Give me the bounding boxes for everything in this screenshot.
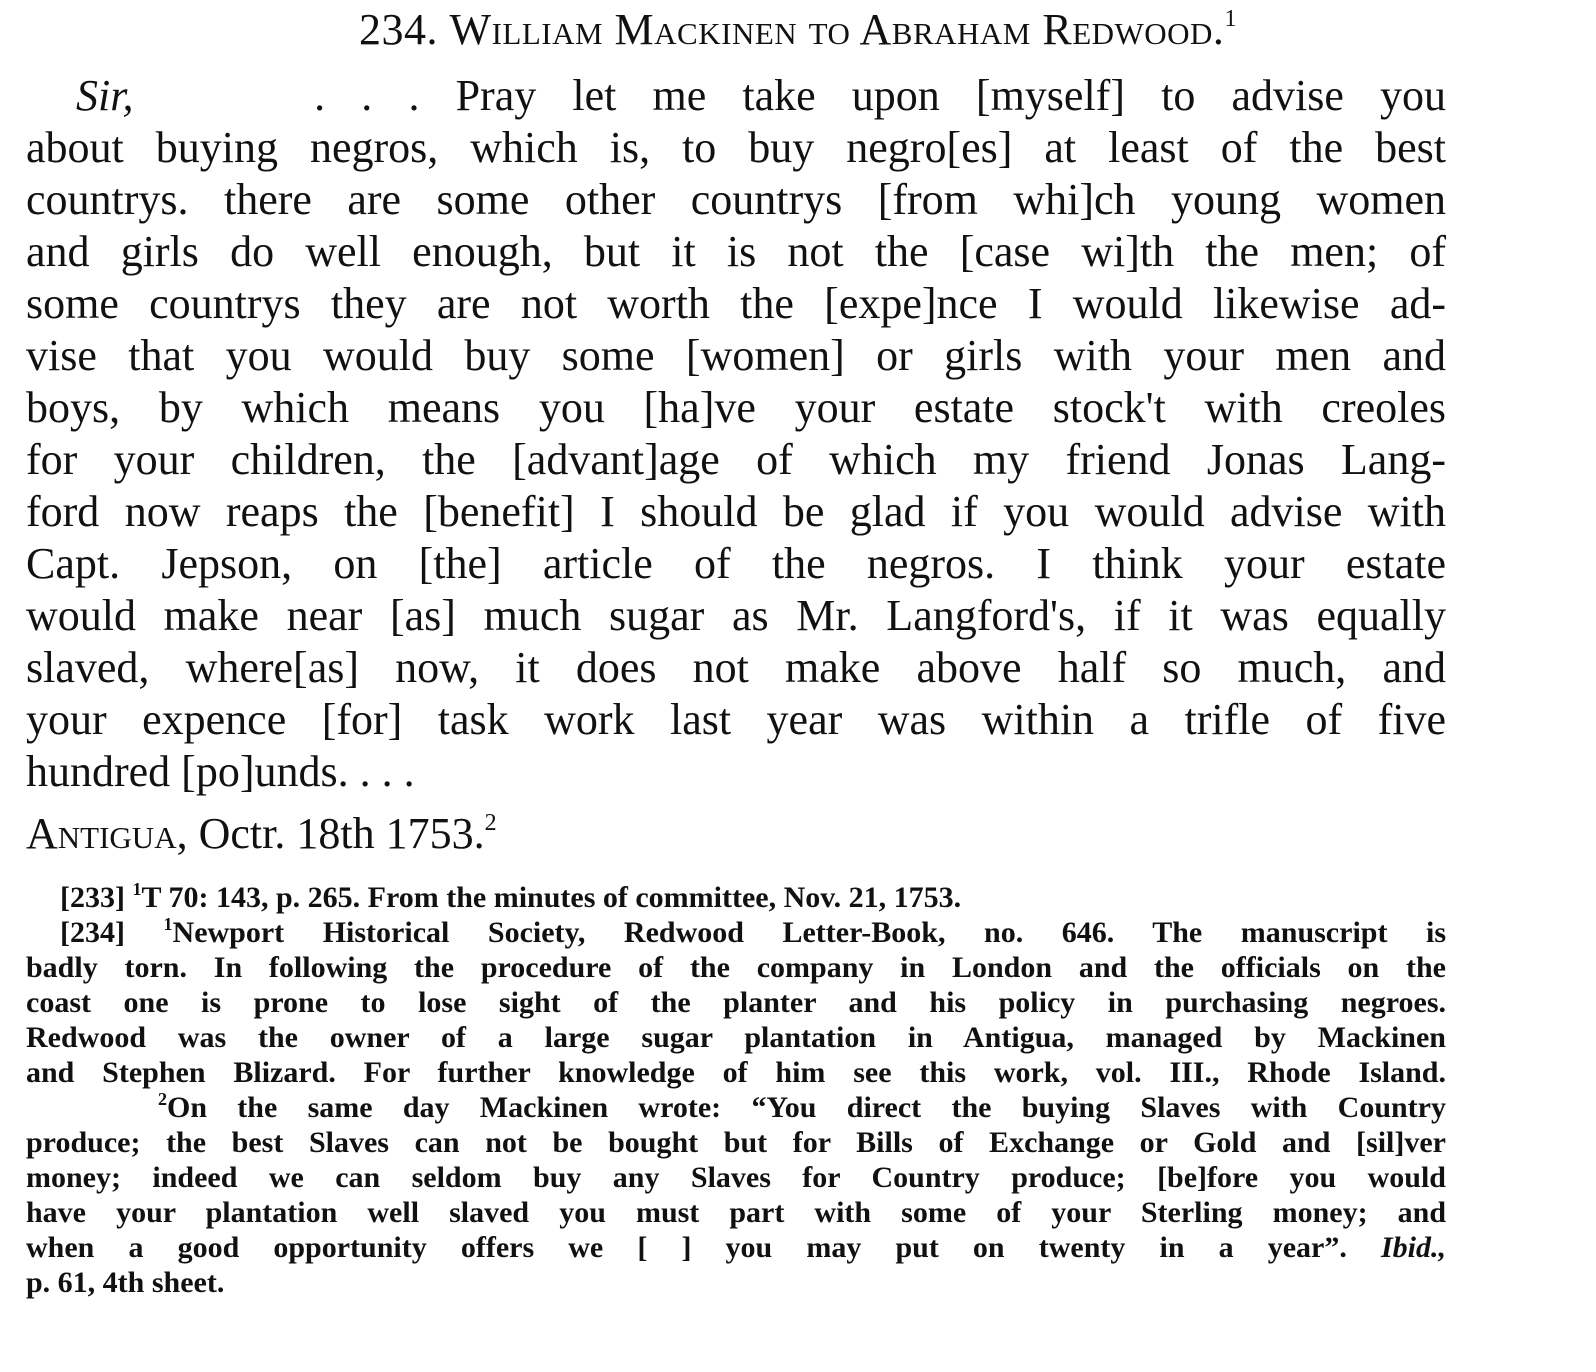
footnote-line: p. 61, 4th sheet. (26, 1266, 225, 1299)
footnote-233 (26, 880, 1446, 915)
letter-line: boys, by which means you [ha]ve your estate stock't with creoles (26, 383, 1446, 432)
letter-line: slaved, where[as] now, it does not make above half so much, and (26, 643, 1446, 692)
letter-line: would make near [as] much sugar as Mr. Langford's, if it was equally (26, 591, 1446, 640)
footnote-line: money; indeed we can seldom buy any Slaves for Country produce; [be]fore you would (26, 1161, 1446, 1194)
footnote-text: T 70: 143, p. 265. From the minutes of committee, Nov. 21, 1753. (141, 881, 962, 914)
letter-line: about buying negros, which is, to buy negro[es] at least of the best (26, 123, 1446, 172)
footnote-mark: 1 (132, 880, 142, 899)
dateline-date: Octr. 18th 1753. (198, 809, 485, 858)
salutation: Sir, (76, 71, 134, 120)
letter-line: your expence [for] task work last year was within a trifle of five (26, 695, 1446, 744)
letter-line (26, 70, 1446, 122)
letter-number: 234. (359, 5, 439, 54)
footnote-2 (26, 1090, 1446, 1125)
footnote-line: have your plantation well slaved you must part with some of your Sterling money; and (26, 1196, 1446, 1229)
dateline-place: Antigua, (26, 809, 188, 858)
footnote-line: Redwood was the owner of a large sugar plantation in Antigua, managed by Mackinen (26, 1021, 1446, 1054)
footnote-line: coast one is prone to lose sight of the planter and his policy in purchasing negroes. (26, 986, 1446, 1019)
footnote-line (26, 1230, 1446, 1265)
letter-title: William Mackinen to Abraham Redwood. (449, 5, 1225, 54)
letter-line: countrys. there are some other countrys [from whi]ch young women (26, 175, 1446, 224)
letter-body (26, 70, 1446, 798)
letter-line: hundred [po]unds. . . . (26, 747, 415, 796)
footnote-234 (26, 915, 1446, 950)
letter-line: Capt. Jepson, on [the] article of the negros. I think your estate (26, 539, 1446, 588)
ibid-citation: Ibid., (1381, 1231, 1446, 1264)
footnote-line: badly torn. In following the procedure of the company in London and the officials on the (26, 951, 1446, 984)
dateline-footnote-mark: 2 (484, 810, 497, 836)
letter-line-text: . . . Pray let me take upon [myself] to advise you (314, 71, 1446, 120)
letter-line: vise that you would buy some [women] or girls with your men and (26, 331, 1446, 380)
footnote-text: when a good opportunity offers we [ ] you may put on twenty in a year”. (26, 1231, 1347, 1264)
footnote-ref: [233] (60, 881, 125, 914)
footnote-ref: [234] (60, 916, 125, 949)
footnote-text: Newport Historical Society, Redwood Letter-Book, no. 646. The manuscript is (172, 916, 1446, 949)
footnote-mark: 2 (158, 1090, 167, 1109)
letter-line: some countrys they are not worth the [expe]nce I would likewise ad- (26, 279, 1446, 328)
letter-line: for your children, the [advant]age of which my friend Jonas Lang- (26, 435, 1446, 484)
letter-heading (0, 4, 1596, 56)
footnote-line: produce; the best Slaves can not be bought but for Bills of Exchange or Gold and [sil]ver (26, 1126, 1446, 1159)
dateline (26, 808, 497, 860)
footnote-mark: 1 (163, 915, 173, 934)
footnote-line: and Stephen Blizard. For further knowledge of him see this work, vol. III., Rhode Island. (26, 1056, 1446, 1089)
letter-line: ford now reaps the [benefit] I should be glad if you would advise with (26, 487, 1446, 536)
footnotes (26, 880, 1446, 1300)
letter-line: and girls do well enough, but it is not the [case wi]th the men; of (26, 227, 1446, 276)
footnote-text: On the same day Mackinen wrote: “You direct the buying Slaves with Country (167, 1091, 1446, 1124)
heading-footnote-mark: 1 (1224, 6, 1237, 32)
